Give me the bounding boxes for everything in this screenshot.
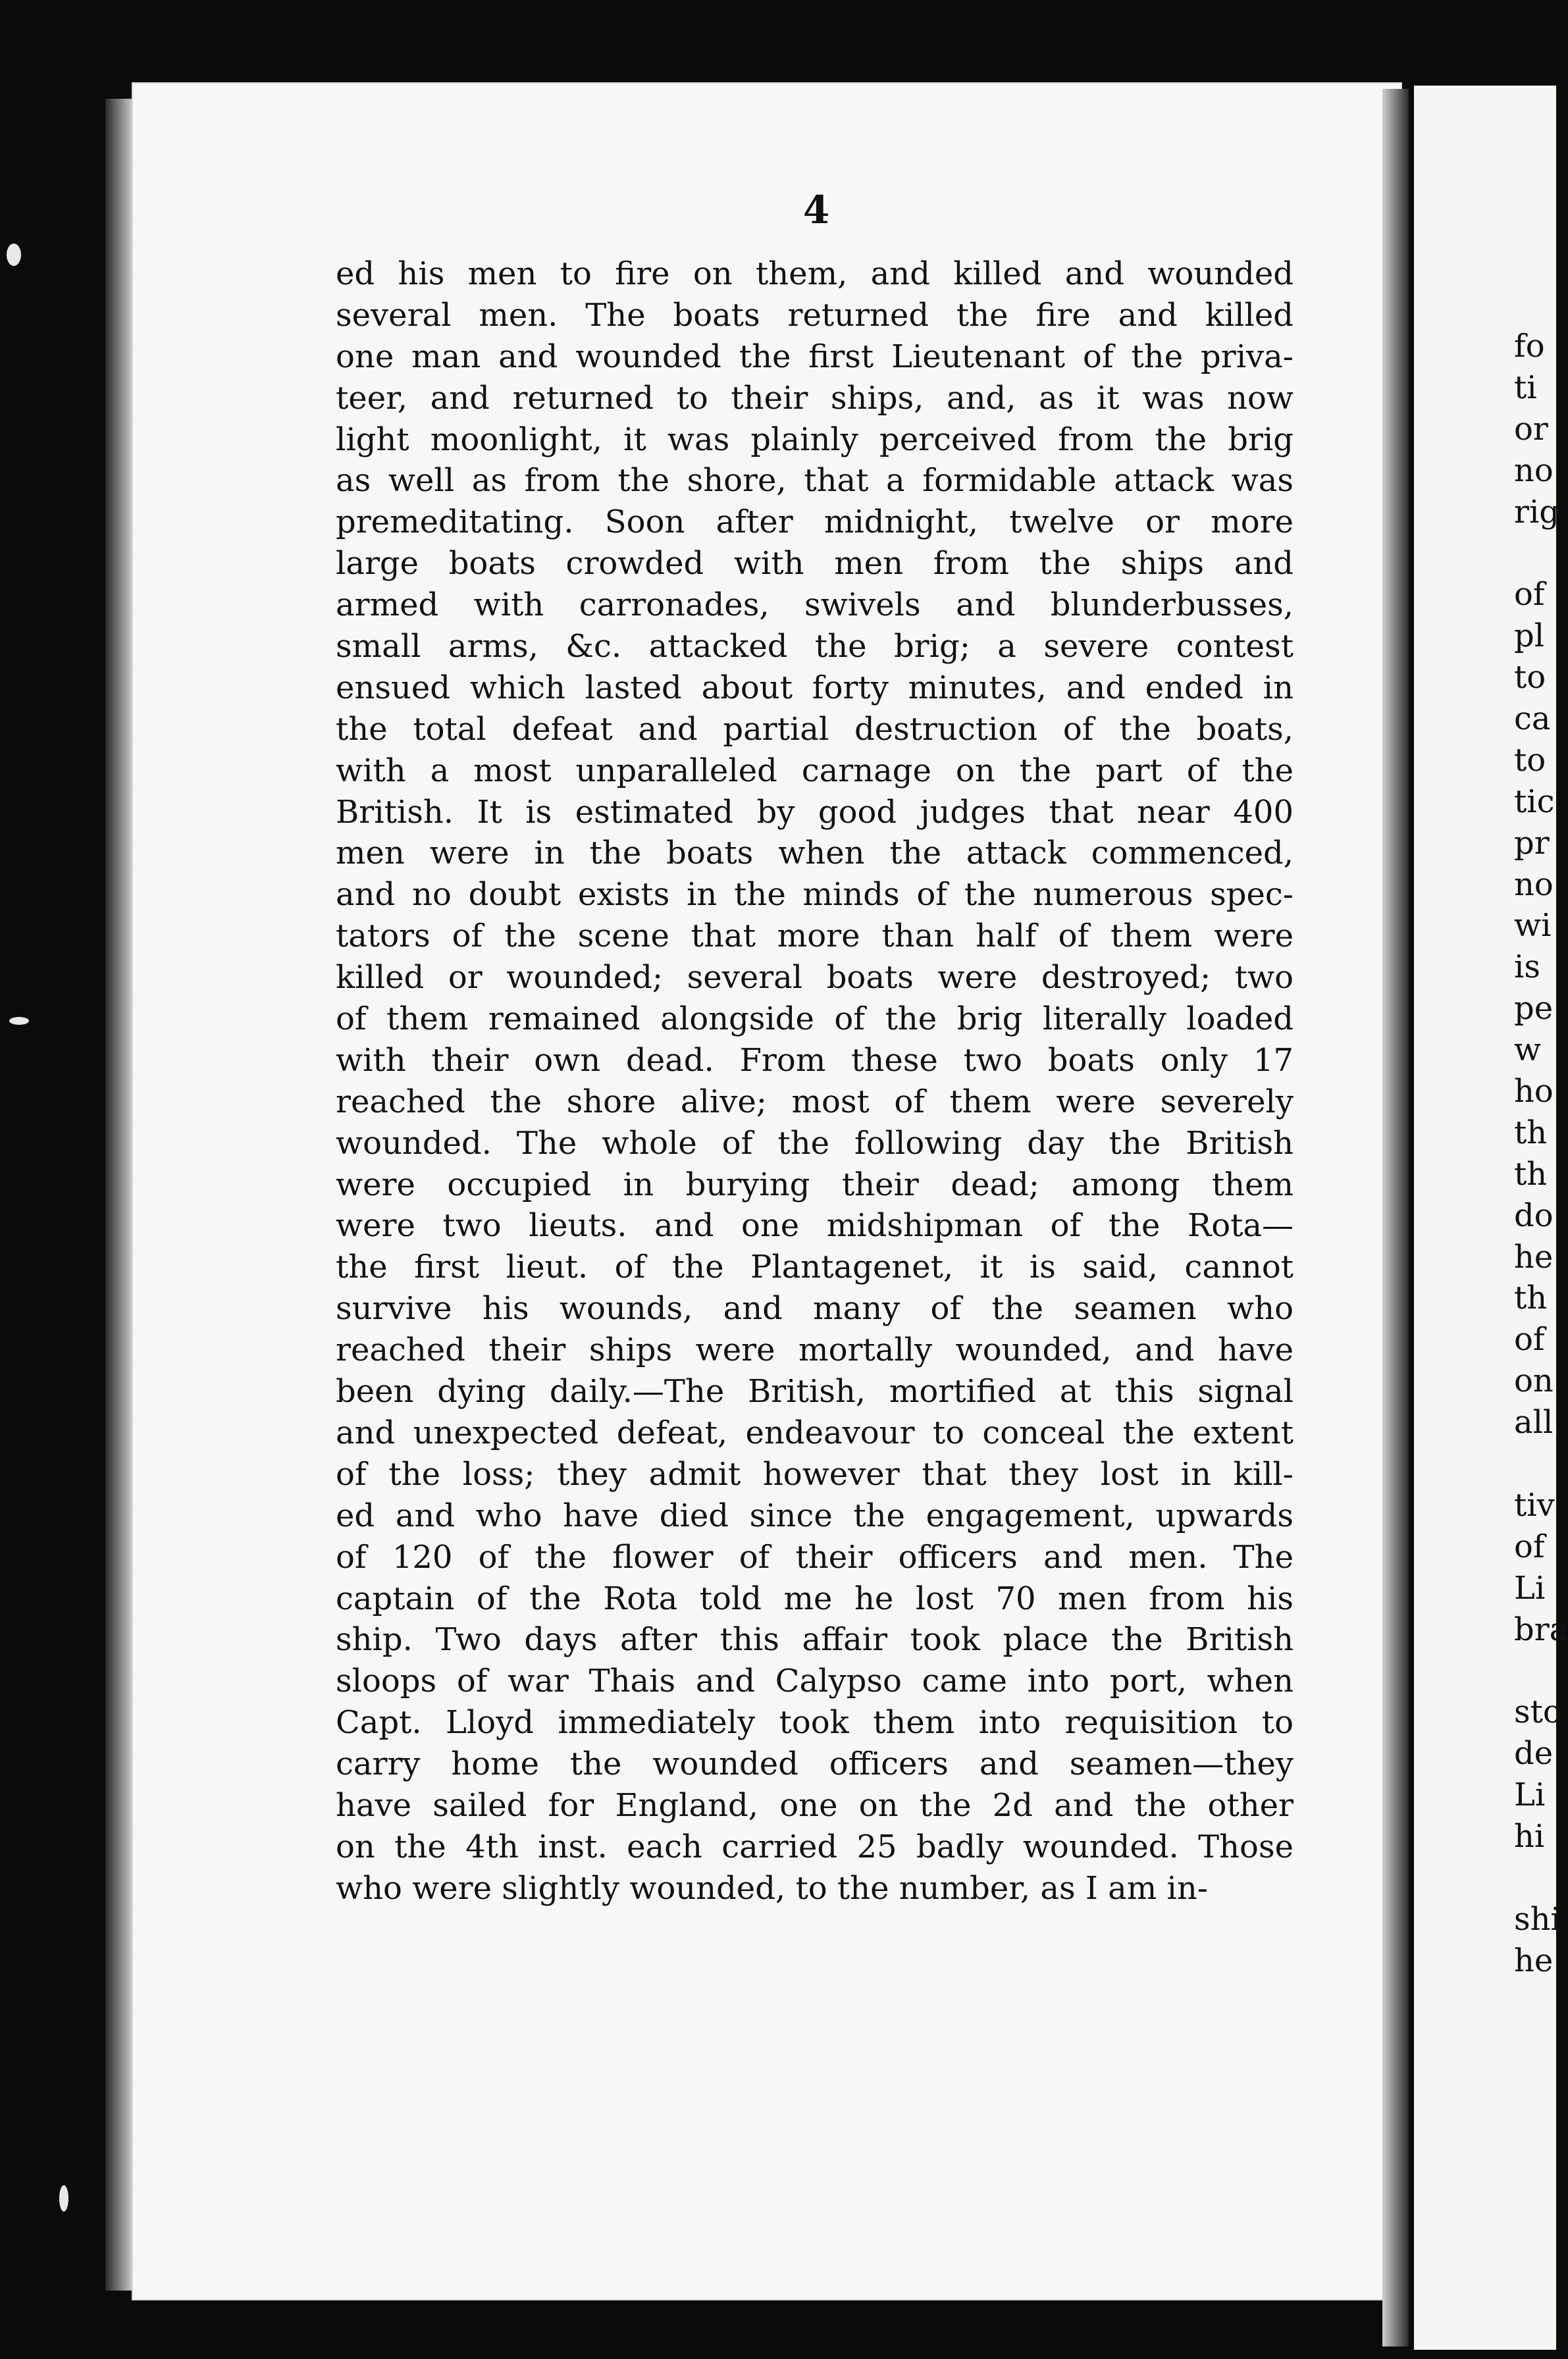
text-line: carry home the wounded officers and seamen—they <box>336 1746 1294 1783</box>
adjacent-text-fragment: he <box>1514 1238 1554 1276</box>
text-line: men were in the boats when the attack commenced, <box>336 835 1294 872</box>
text-line: were occupied in burying their dead; among them <box>336 1166 1294 1203</box>
page-number: 4 <box>802 188 830 232</box>
adjacent-text-fragment: w <box>1514 1031 1542 1069</box>
adjacent-text-fragment: to <box>1514 659 1546 696</box>
adjacent-text-fragment <box>1514 1651 1556 1692</box>
adjacent-text-fragment: th <box>1514 1155 1548 1193</box>
adjacent-text-fragment: no <box>1514 452 1554 489</box>
text-line: were two lieuts. and one midshipman of the Rota— <box>336 1207 1294 1245</box>
adjacent-text-fragment: ho <box>1514 1073 1554 1110</box>
text-line: who were slightly wounded, to the number, as I am in- <box>336 1869 1209 1907</box>
scan-speck <box>9 1017 29 1025</box>
adjacent-text-fragment <box>1514 1443 1556 1485</box>
text-line: sloops of war Thais and Calypso came into port, when <box>336 1663 1294 1700</box>
adjacent-text-fragment: of <box>1514 1528 1545 1565</box>
text-line: captain of the Rota told me he lost 70 men from his <box>336 1580 1294 1617</box>
scan-speck <box>7 244 21 266</box>
adjacent-text-fragment: rig <box>1514 493 1560 531</box>
adjacent-text-fragment: de <box>1514 1735 1554 1773</box>
scan-speck <box>59 2185 68 2212</box>
adjacent-text-fragment: he <box>1514 1942 1554 1979</box>
text-line: British. It is estimated by good judges that near 400 <box>336 793 1294 831</box>
adjacent-text-fragment: or <box>1514 410 1548 448</box>
text-line: killed or wounded; several boats were destroyed; two <box>336 959 1294 997</box>
adjacent-text-fragment: no <box>1514 866 1554 903</box>
text-line: and unexpected defeat, endeavour to conceal the extent <box>336 1414 1294 1451</box>
adjacent-text-fragment: tiv <box>1514 1486 1555 1524</box>
text-line: teer, and returned to their ships, and, as it was now <box>336 379 1294 417</box>
text-line: armed with carronades, swivels and blunderbusses, <box>336 586 1294 624</box>
body-text <box>336 253 1294 1909</box>
text-line: tators of the scene that more than half of them were <box>336 918 1294 955</box>
text-line: light moonlight, it was plainly perceived from the brig <box>336 421 1294 458</box>
text-line: premeditating. Soon after midnight, twelve or more <box>336 504 1294 541</box>
adjacent-text-fragment <box>1514 1857 1556 1899</box>
adjacent-text-fragment: sto <box>1514 1694 1562 1731</box>
text-line: of them remained alongside of the brig literally loaded <box>336 1000 1294 1038</box>
adjacent-text-fragment: pe <box>1514 990 1554 1027</box>
adjacent-text-fragment: ca <box>1514 700 1551 738</box>
text-line: with their own dead. From these two boats only 17 <box>336 1041 1294 1079</box>
adjacent-text-fragment: th <box>1514 1114 1548 1151</box>
adjacent-text-fragment <box>1514 532 1556 574</box>
text-line: small arms, &c. attacked the brig; a severe contest <box>336 628 1294 665</box>
adjacent-text-fragment: wi <box>1514 907 1552 945</box>
text-line: survive his wounds, and many of the seamen who <box>336 1290 1294 1328</box>
text-line: ensued which lasted about forty minutes, and ended in <box>336 669 1294 706</box>
text-line: reached the shore alive; most of them were severely <box>336 1083 1294 1120</box>
text-line: been dying daily.—The British, mortified at this signal <box>336 1373 1294 1411</box>
text-line: as well as from the shore, that a formidable attack was <box>336 462 1294 500</box>
adjacent-text-fragment: bra <box>1514 1611 1568 1648</box>
text-line: of the loss; they admit however that they lost in kill- <box>336 1455 1294 1493</box>
adjacent-text-fragment: Li <box>1514 1776 1546 1814</box>
text-line: the first lieut. of the Plantagenet, it is said, cannot <box>336 1249 1294 1286</box>
adjacent-text-fragment: pr <box>1514 824 1550 862</box>
text-line: and no doubt exists in the minds of the numerous spec- <box>336 876 1294 914</box>
adjacent-text-fragment: shi <box>1514 1900 1561 1938</box>
adjacent-text-fragment: do <box>1514 1197 1554 1234</box>
adjacent-text-fragment: pl <box>1514 617 1545 655</box>
adjacent-text-fragment: is <box>1514 948 1540 986</box>
adjacent-text-fragment: of <box>1514 576 1545 613</box>
adjacent-text-fragment: on <box>1514 1362 1554 1400</box>
text-line: large boats crowded with men from the ships and <box>336 545 1294 583</box>
text-line: ed his men to fire on them, and killed and wounded <box>336 255 1294 292</box>
text-line: several men. The boats returned the fire and killed <box>336 296 1294 334</box>
page-gutter-shadow <box>1382 89 1409 2346</box>
text-line: ship. Two days after this affair took place the British <box>336 1621 1294 1659</box>
text-line: reached their ships were mortally wounded, and have <box>336 1332 1294 1369</box>
adjacent-text-fragment: to <box>1514 741 1546 779</box>
text-line: with a most unparalleled carnage on the part of the <box>336 752 1294 789</box>
adjacent-page-text-fragments <box>1514 326 1568 1982</box>
adjacent-text-fragment: all <box>1514 1404 1554 1441</box>
text-line: wounded. The whole of the following day the British <box>336 1124 1294 1162</box>
adjacent-text-fragment: tic <box>1514 783 1555 820</box>
adjacent-text-fragment: of <box>1514 1321 1545 1359</box>
text-line: ed and who have died since the engagement, upwards <box>336 1497 1294 1534</box>
adjacent-text-fragment: hi <box>1514 1818 1545 1855</box>
text-line: the total defeat and partial destruction of the boats, <box>336 710 1294 748</box>
text-line: Capt. Lloyd immediately took them into requisition to <box>336 1704 1294 1742</box>
adjacent-text-fragment: Li <box>1514 1569 1546 1607</box>
adjacent-text-fragment: ti <box>1514 369 1537 406</box>
adjacent-text-fragment: th <box>1514 1280 1548 1317</box>
adjacent-text-fragment: fo <box>1514 328 1545 365</box>
text-line: have sailed for England, one on the 2d and the other <box>336 1786 1294 1824</box>
text-line: of 120 of the flower of their officers and men. The <box>336 1538 1294 1576</box>
text-line: on the 4th inst. each carried 25 badly wounded. Those <box>336 1828 1294 1865</box>
text-line: one man and wounded the first Lieutenant of the priva- <box>336 338 1294 375</box>
